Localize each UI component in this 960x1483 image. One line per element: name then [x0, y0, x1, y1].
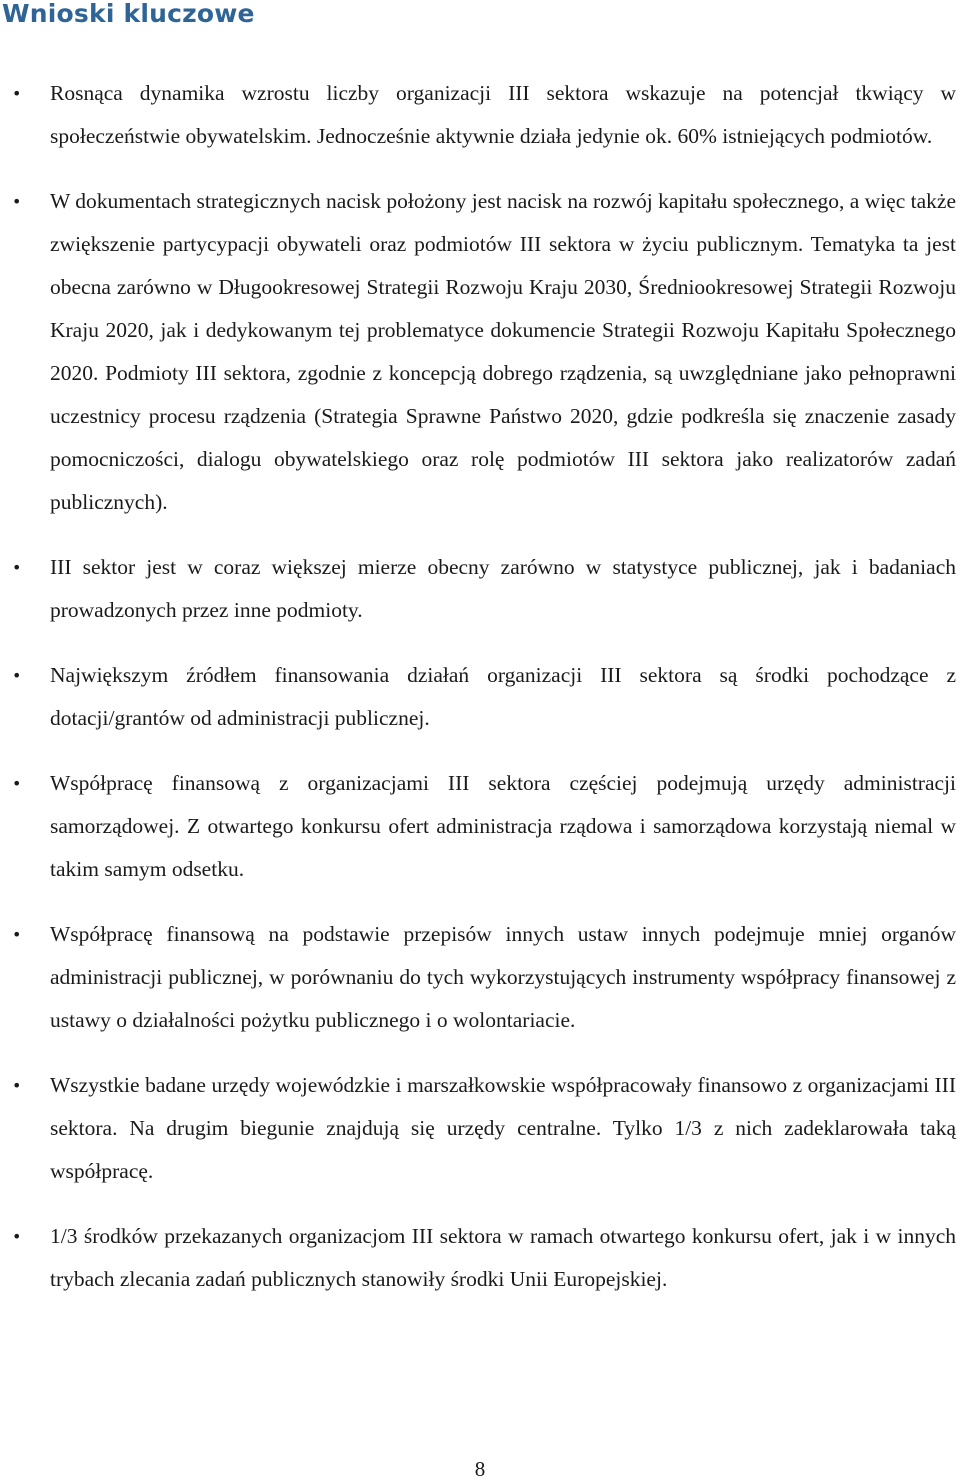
- bullet-icon: •: [12, 925, 22, 944]
- bullet-icon: •: [12, 84, 22, 103]
- list-item: [0, 654, 960, 740]
- list-item: [0, 72, 960, 158]
- list-item-text: W dokumentach strategicznych nacisk położony jest nacisk na rozwój kapitału społecznego, a więc także zwiększenie partycypacji obywateli oraz podmiotów III sektora w życiu publicznym. Tematyka ta jest obecna zarówno w Długookresowej Strategii Rozwoju Kraju 2030, Średniookresowej Strategii Rozwoju Kraju 2020, jak i dedykowanym tej problematyce dokumencie Strategii Rozwoju Kapitału Społecznego 2020. Podmioty III sektora, zgodnie z koncepcją dobrego rządzenia, są uwzględniane jako pełnoprawni uczestnicy procesu rządzenia (Strategia Sprawne Państwo 2020, gdzie podkreśla się znaczenie zasady pomocniczości, dialogu obywatelskiego oraz rolę podmiotów III sektora jako realizatorów zadań publicznych).: [50, 189, 956, 514]
- list-item: [0, 1215, 960, 1301]
- bullet-icon: •: [12, 558, 22, 577]
- list-item-text: Rosnąca dynamika wzrostu liczby organizacji III sektora wskazuje na potencjał tkwiący w społeczeństwie obywatelskim. Jednocześnie aktywnie działa jedynie ok. 60% istniejących podmiotów.: [50, 81, 956, 148]
- list-item-text: 1/3 środków przekazanych organizacjom III sektora w ramach otwartego konkursu ofert, jak i w innych trybach zlecania zadań publicznych stanowiły środki Unii Europejskiej.: [50, 1224, 956, 1291]
- page-heading: Wnioski kluczowe: [2, 0, 255, 28]
- bullet-icon: •: [12, 1076, 22, 1095]
- list-item: [0, 546, 960, 632]
- list-item: [0, 913, 960, 1042]
- list-item: [0, 1064, 960, 1193]
- list-item-text: III sektor jest w coraz większej mierze obecny zarówno w statystyce publicznej, jak i badaniach prowadzonych przez inne podmioty.: [50, 555, 956, 622]
- list-item: [0, 762, 960, 891]
- bullet-icon: •: [12, 192, 22, 211]
- bullet-icon: •: [12, 774, 22, 793]
- list-item: [0, 180, 960, 524]
- list-item-text: Współpracę finansową na podstawie przepisów innych ustaw innych podejmuje mniej organów administracji publicznej, w porównaniu do tych wykorzystujących instrumenty współpracy finansowej z ustawy o działalności pożytku publicznego i o wolontariacie.: [50, 922, 956, 1032]
- key-findings-list: [0, 72, 960, 1323]
- list-item-text: Wszystkie badane urzędy wojewódzkie i marszałkowskie współpracowały finansowo z organizacjami III sektora. Na drugim biegunie znajdują się urzędy centralne. Tylko 1/3 z nich zadeklarowała taką współpracę.: [50, 1073, 956, 1183]
- bullet-icon: •: [12, 666, 22, 685]
- list-item-text: Największym źródłem finansowania działań organizacji III sektora są środki pochodzące z dotacji/grantów od administracji publicznej.: [50, 663, 956, 730]
- bullet-icon: •: [12, 1227, 22, 1246]
- list-item-text: Współpracę finansową z organizacjami III sektora częściej podejmują urzędy administracji samorządowej. Z otwartego konkursu ofert administracja rządowa i samorządowa korzystają niemal w takim samym odsetku.: [50, 771, 956, 881]
- page-number: 8: [474, 1457, 486, 1481]
